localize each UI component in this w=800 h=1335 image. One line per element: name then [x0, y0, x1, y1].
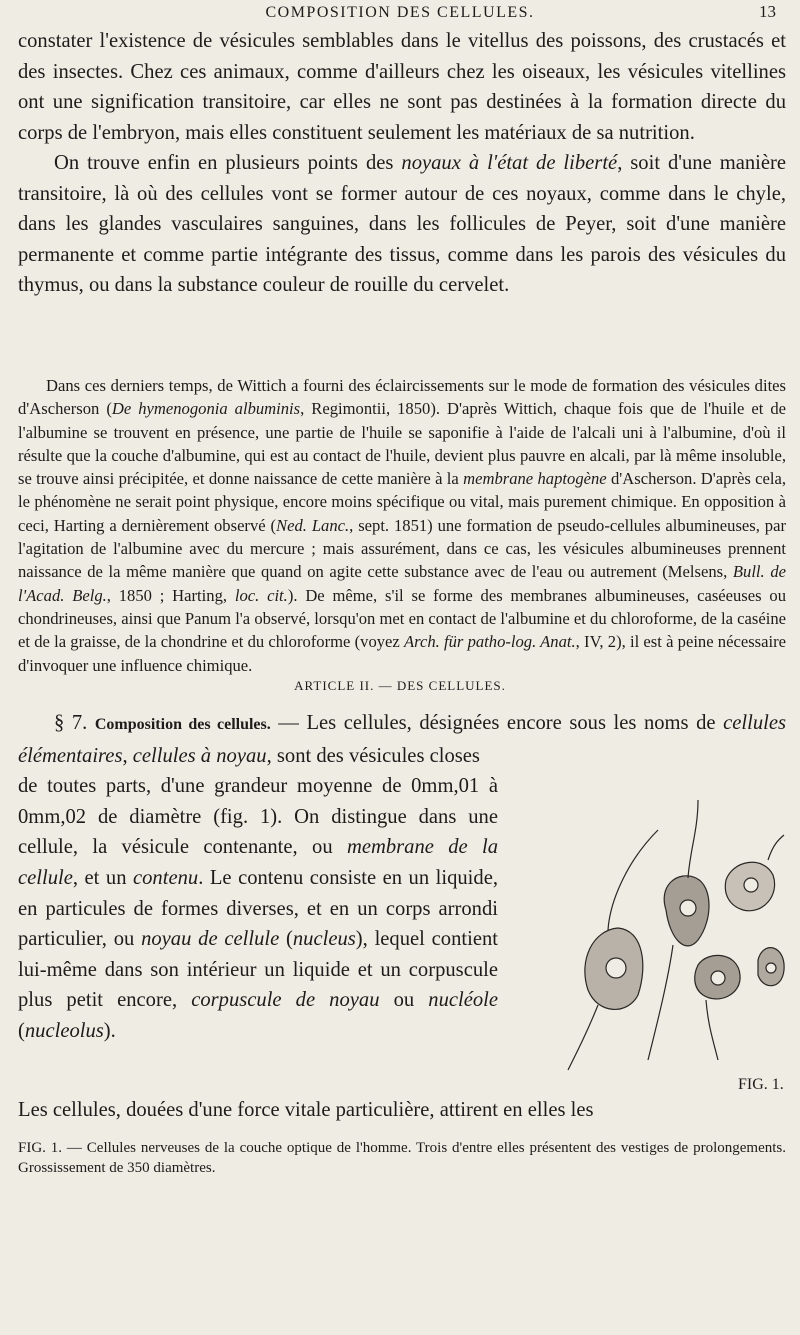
text-run: ( — [18, 1019, 25, 1042]
section-title: Composition des cellules. — [94, 716, 271, 733]
term: noyau de cellule — [141, 928, 280, 951]
figure-caption: FIG. 1. — Cellules nerveuses de la couche optique de l'homme. Trois d'entre elles présentent des vestiges de prolongements. Grossissement de 350 diamètres. — [18, 1140, 786, 1176]
text-run: On trouve enfin en plusieurs points des — [54, 152, 402, 174]
term-membrane: membrane haptogène — [463, 469, 607, 489]
text-run: , et un — [72, 866, 133, 889]
nerve-cell-2 — [648, 800, 709, 1060]
nerve-cell-3 — [725, 835, 784, 911]
citation-journal: Arch. für patho-log. Anat. — [403, 632, 576, 652]
text-run: , sont des vésicules closes — [266, 744, 480, 767]
text-run: d'Ascherson. D'après cela, le phénomène ne serait point physique, encore moins spécifique ou vital, mais purement chimique. En opposition à ceci, Harting a dernièrement observé ( — [18, 469, 786, 535]
text-run: , Regimontii, 1850). D'après Wittich, chaque fois que de l'huile et de l'albumine se trouvent en présence, une partie de l'huile se saponifie à l'aide de l'alcali uni à l'albumine, d'où il résulte que la couche d'albumine, qui est au contact de l'huile, devient plus pauvre en alcali, par là même insoluble, se trouve ainsi précipitée, et donne naissance de cette manière à la — [18, 399, 786, 489]
citation-loc: loc. cit. — [234, 585, 288, 605]
section-continuation: Les cellules, douées d'une force vitale particulière, attirent en elles les — [18, 1099, 594, 1121]
nerve-cell-5 — [758, 948, 784, 986]
citation-journal: Ned. Lanc. — [276, 515, 350, 535]
text-run: ). — [103, 1019, 116, 1042]
figure-nerve-cells — [548, 790, 788, 1100]
section-number: § 7. — [54, 712, 88, 734]
note-paragraph — [18, 374, 786, 677]
citation-journal: Bull. de l'Acad. Belg. — [18, 562, 786, 605]
running-head: COMPOSITION DES CELLULES. — [265, 4, 535, 21]
nerve-cell-1 — [568, 830, 658, 1070]
nerve-cell-4 — [695, 955, 740, 1060]
term: nucléole — [428, 989, 499, 1012]
figure-label: FIG. 1. — [738, 1076, 784, 1093]
text-run: , soit d'une manière transitoire, là où des cellules vont se former autour de ces noyaux, comme dans le chyle, dans les glandes vasculaires sanguines, dans les follicules de Peyer, soit d'une manière permanente et comme partie intégrante des tissus, comme dans les parois des vésicules du thymus, ou dans la substance couleur de rouille du cervelet. — [18, 152, 787, 296]
term: cellules élémentaires — [18, 712, 787, 767]
text-run: . Le contenu consiste en un liquide, en particules de formes diverses, et en un corps arrondi particulier, ou — [18, 866, 498, 951]
term: corpuscule de noyau — [191, 989, 380, 1012]
text-run: ou — [379, 989, 429, 1012]
section-wrapped-text — [18, 771, 498, 1046]
text-run: , sept. 1851) une formation de pseudo-cellules albumineuses, par l'agitation de l'albumine avec du mercure ; mais assurément, dans ce cas, les vésicules albumineuses prennent naissance de la même manière que quand on agite cette substance avec de l'eau ou autrement (Melsens, — [18, 515, 786, 582]
term: nucleus — [292, 928, 356, 951]
page-number: 13 — [759, 2, 776, 21]
text-run: — Les cellules, désignées encore sous les noms de — [270, 712, 724, 734]
text-run: ). De même, s'il se forme des membranes albumineuses, caséeuses ou chondrineuses, ainsi que Panum l'a observé, lorsqu'on met en contact de l'albumine et du chloroforme, de la caséine et de la graisse, de la chondrine et du chloroforme (voyez — [18, 585, 786, 652]
text-run: de toutes parts, d'une grandeur moyenne de 0mm,01 à 0mm,02 de diamètre (fig. 1). On distingue dans une cellule, la vésicule contenante, ou — [18, 775, 498, 859]
text-run: ( — [279, 928, 293, 951]
citation-title: De hymenogonia albuminis — [111, 399, 301, 419]
text-run: Dans ces derniers temps, de Wittich a fourni des éclaircissements sur le mode de formation des vésicules dites d'Ascherson ( — [18, 376, 786, 419]
term: contenu — [133, 866, 199, 889]
page-header — [0, 2, 800, 28]
text-run: ), lequel contient lui-même dans son intérieur un liquide et un corpuscule plus petit encore, — [18, 928, 498, 1012]
text-run: , IV, 2), il est à peine nécessaire d'invoquer une influence chimique. — [18, 632, 786, 675]
emphasis-free-nuclei: noyaux à l'état de liberté — [401, 152, 618, 174]
text-run: , — [122, 744, 133, 767]
small-print-note — [18, 374, 786, 677]
term: nucleolus — [24, 1019, 104, 1042]
section-lead — [18, 708, 786, 771]
term: membrane de la cellule — [18, 836, 498, 889]
text-run: , 1850 ; Harting, — [106, 585, 235, 605]
term: cellules à noyau — [132, 744, 267, 767]
paragraph-vitellus: constater l'existence de vésicules semblables dans le vitellus des poissons, des crustacés et des insectes. Chez ces animaux, comme d'ailleurs chez les oiseaux, les vésicules vitellines ont une signification transitoire, car elles ne sont pas destinées à la formation directe du corps de l'embryon, mais elles constituent seulement les matériaux de sa nutrition. — [18, 30, 786, 144]
paragraph-free-nuclei — [18, 148, 786, 301]
main-text — [18, 26, 786, 301]
article-heading: ARTICLE II. — DES CELLULES. — [294, 678, 506, 693]
